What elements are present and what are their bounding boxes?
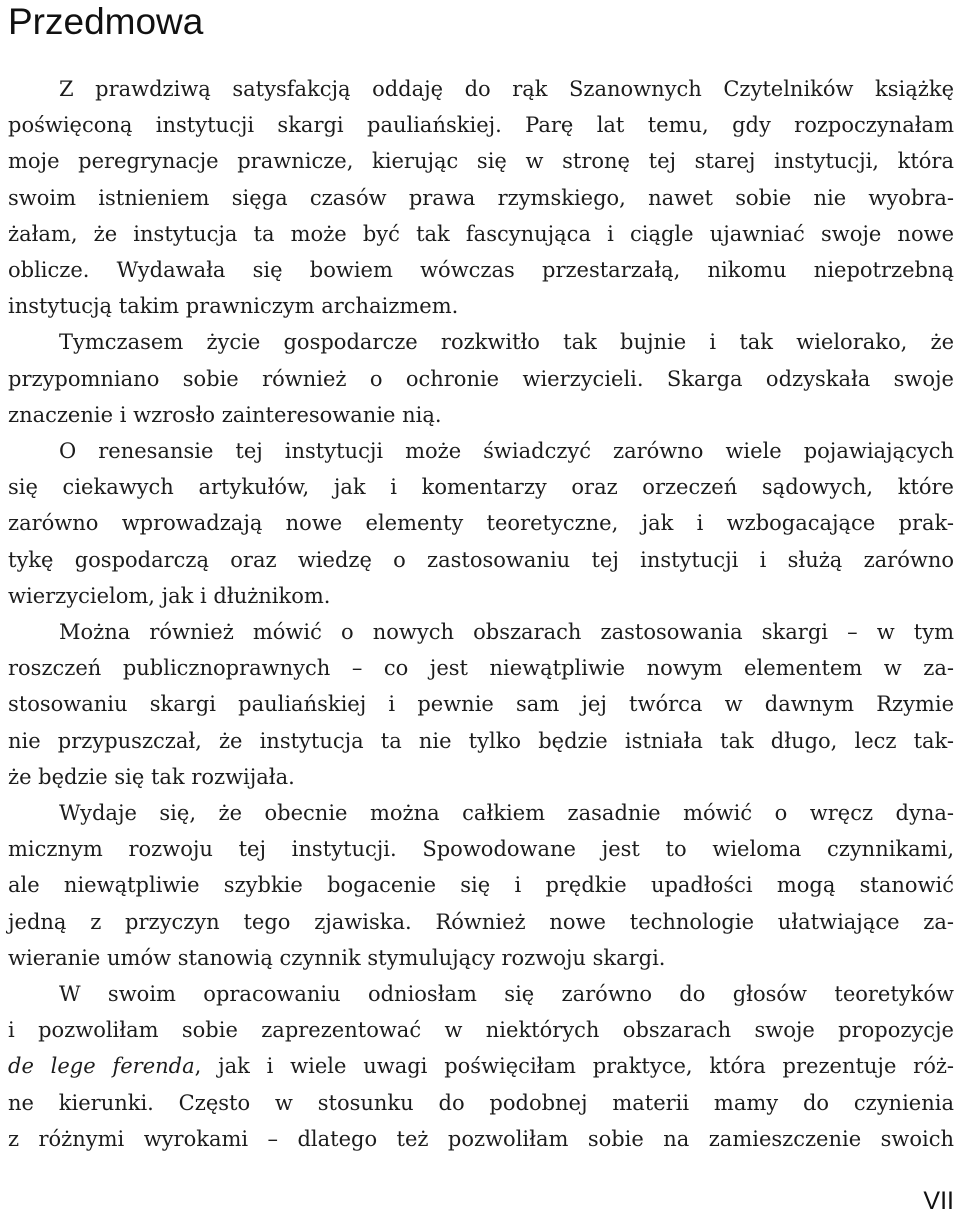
preface-body (8, 71, 954, 1157)
text-line: poświęconą instytucji skargi pauliańskiej. Parę lat temu, gdy rozpoczynałam (8, 113, 954, 138)
text-line: oblicze. Wydawała się bowiem wówczas przestarzałą, nikomu niepotrzebną (8, 258, 954, 283)
text-line: i pozwoliłam sobie zaprezentować w niektórych obszarach swoje propozycje (8, 1018, 954, 1043)
text-line: stosowaniu skargi pauliańskiej i pewnie sam jej twórca w dawnym Rzymie (8, 692, 954, 717)
text-line: Wydaje się, że obecnie można całkiem zasadnie mówić o wręcz dyna- (59, 801, 954, 826)
text-line: że będzie się tak rozwijała. (8, 764, 295, 789)
text-line: W swoim opracowaniu odniosłam się zarówno do głosów teoretyków (59, 982, 954, 1007)
text-line: swoim istnieniem sięga czasów prawa rzymskiego, nawet sobie nie wyobra- (8, 185, 954, 210)
page-number: VII (923, 1187, 954, 1215)
text-line: Można również mówić o nowych obszarach zastosowania skargi – w tym (59, 620, 954, 645)
text-line: O renesansie tej instytucji może świadczyć zarówno wiele pojawiających (59, 439, 954, 464)
text-line: zarówno wprowadzają nowe elementy teoretyczne, jak i wzbogacające prak- (8, 511, 954, 536)
text-line: micznym rozwoju tej instytucji. Spowodowane jest to wieloma czynnikami, (8, 837, 954, 862)
text-line: żałam, że instytucja ta może być tak fascynująca i ciągle ujawniać swoje nowe (8, 221, 954, 246)
text-line: znaczenie i wzrosło zainteresowanie nią. (8, 402, 442, 427)
text-line-rest: , jak i wiele uwagi poświęciłam praktyce, która prezentuje róż- (194, 1054, 955, 1079)
text-line: tykę gospodarczą oraz wiedzę o zastosowaniu tej instytucji i służą zarówno (8, 547, 954, 572)
text-line: wieranie umów stanowią czynnik stymulujący rozwoju skargi. (8, 945, 666, 970)
page-title: Przedmowa (8, 1, 204, 42)
text-line: z różnymi wyrokami – dlatego też pozwoliłam sobie na zamieszczenie swoich (8, 1126, 954, 1151)
text-line: przypomniano sobie również o ochronie wierzycieli. Skarga odzyskała swoje (8, 366, 954, 391)
text-line: moje peregrynacje prawnicze, kierując się w stronę tej starej instytucji, która (8, 149, 954, 174)
text-line: ne kierunki. Często w stosunku do podobnej materii mamy do czynienia (8, 1090, 954, 1115)
text-line: jedną z przyczyn tego zjawiska. Również nowe technologie ułatwiające za- (8, 909, 954, 934)
text-line: instytucją takim prawniczym archaizmem. (8, 294, 459, 319)
text-line: roszczeń publicznoprawnych – co jest niewątpliwie nowym elementem w za- (8, 656, 954, 681)
text-line: Z prawdziwą satysfakcją oddaję do rąk Szanownych Czytelników książkę (59, 77, 954, 101)
text-line: ale niewątpliwie szybkie bogacenie się i prędkie upadłości mogą stanowić (8, 873, 954, 898)
text-line: wierzycielom, jak i dłużnikom. (8, 583, 331, 608)
text-line: nie przypuszczał, że instytucja ta nie tylko będzie istniała tak długo, lecz tak- (8, 728, 954, 753)
text-line: się ciekawych artykułów, jak i komentarzy oraz orzeczeń sądowych, które (8, 475, 954, 500)
latin-phrase: de lege ferenda (8, 1054, 195, 1079)
text-line (8, 1048, 954, 1084)
text-line: Tymczasem życie gospodarcze rozkwitło tak bujnie i tak wielorako, że (59, 330, 954, 355)
